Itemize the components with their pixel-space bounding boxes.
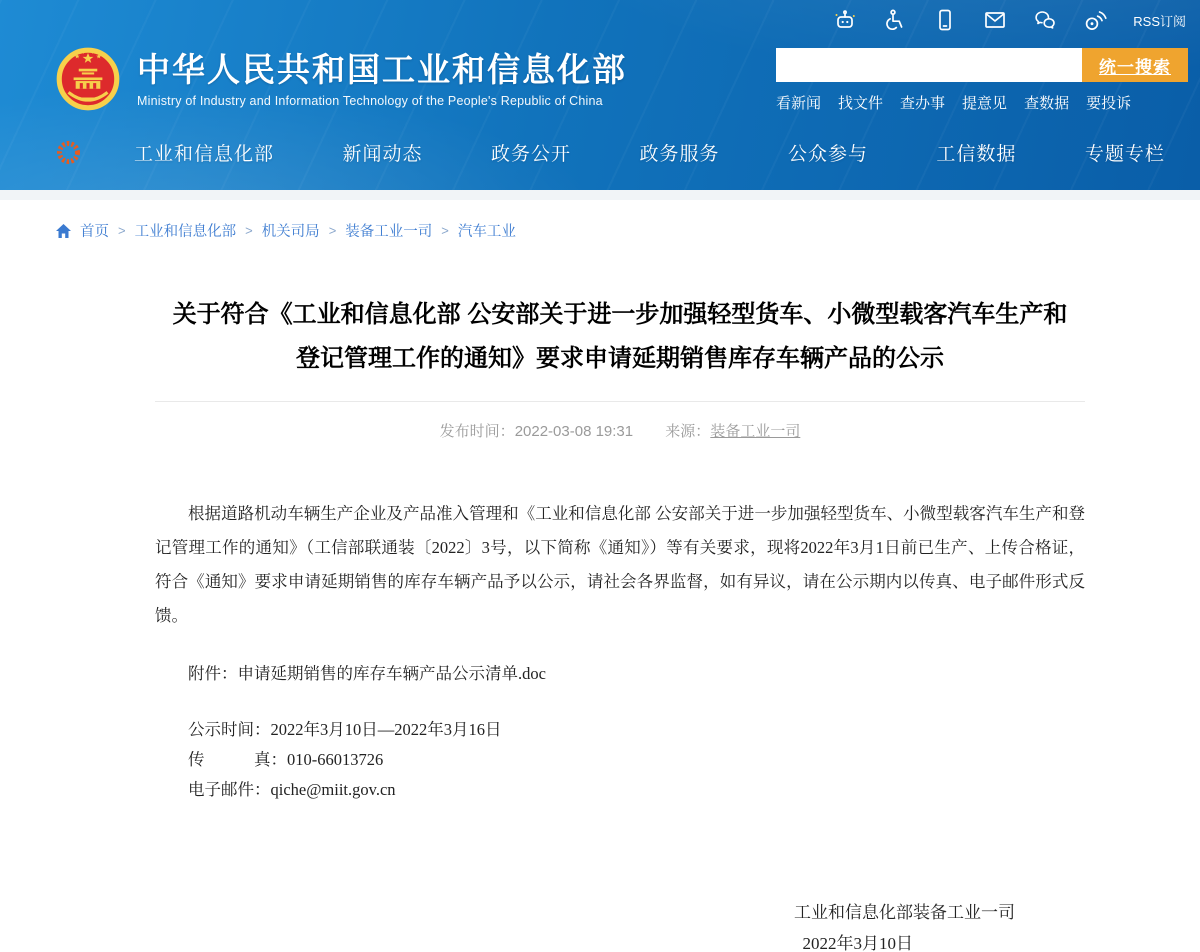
nav-item-participation[interactable]: 公众参与	[787, 143, 868, 165]
nav-item-gov-affairs[interactable]: 政务公开	[490, 143, 571, 165]
article-body	[155, 497, 1085, 952]
site-subtitle: Ministry of Industry and Information Technology of the People's Republic of China	[137, 94, 603, 108]
signature-org: 工业和信息化部装备工业一司	[794, 903, 1015, 922]
nav-item-data[interactable]: 工信数据	[936, 143, 1017, 165]
breadcrumb-separator: >	[118, 223, 126, 238]
signature-block	[155, 897, 1085, 952]
source-label: 来源：	[665, 423, 711, 440]
miit-gear-logo	[55, 139, 82, 166]
site-brand	[55, 42, 627, 116]
wechat-icon[interactable]	[1033, 8, 1057, 32]
article-meta	[155, 420, 1085, 441]
search-bar	[776, 48, 1188, 82]
contact-info	[155, 715, 1085, 805]
rss-link[interactable]: RSS订阅	[1133, 13, 1186, 29]
fax-line: 传 真：010-66013726	[188, 750, 384, 769]
svg-text:e: e	[64, 143, 73, 162]
breadcrumb	[0, 200, 1200, 255]
national-emblem-logo	[55, 42, 121, 116]
header-main	[0, 40, 1200, 128]
search-area	[776, 48, 1188, 113]
accessibility-icon[interactable]	[883, 8, 907, 32]
ai-assistant-icon[interactable]	[833, 8, 857, 32]
site-header	[0, 0, 1200, 190]
breadcrumb-item-auto-industry[interactable]: 汽车工业	[457, 224, 516, 240]
breadcrumb-separator: >	[328, 223, 337, 238]
publish-time-label: 发布时间：	[439, 423, 515, 440]
quick-link-services[interactable]: 查办事	[900, 95, 946, 112]
search-button[interactable]: 统一搜索	[1082, 48, 1188, 82]
attachment-link[interactable]: 附件：申请延期销售的库存车辆产品公示清单.doc	[188, 664, 546, 683]
header-divider-strip	[0, 190, 1200, 200]
nav-item-ministry[interactable]: 工业和信息化部	[134, 143, 275, 165]
breadcrumb-item-departments[interactable]: 机关司局	[261, 224, 320, 240]
article-title: 关于符合《工业和信息化部 公安部关于进一步加强轻型货车、小微型载客汽车生产和登记管理工作的通知》要求申请延期销售库存车辆产品的公示	[172, 301, 1068, 372]
email-line: 电子邮件：qiche@miit.gov.cn	[188, 780, 396, 799]
quick-link-news[interactable]: 看新闻	[776, 95, 822, 112]
nav-item-topics[interactable]: 专题专栏	[1084, 143, 1165, 165]
main-nav	[0, 128, 1200, 190]
site-title: 中华人民共和国工业和信息化部	[137, 51, 627, 88]
mobile-icon[interactable]	[933, 8, 957, 32]
home-icon	[55, 223, 72, 239]
quick-link-complaints[interactable]: 要投诉	[1086, 95, 1132, 112]
breadcrumb-separator: >	[441, 223, 449, 238]
breadcrumb-home[interactable]: 首页	[80, 224, 109, 240]
quick-link-opinions[interactable]: 提意见	[962, 95, 1008, 112]
nav-item-gov-services[interactable]: 政务服务	[639, 143, 720, 165]
signature-date: 2022年3月10日	[802, 934, 913, 952]
brand-text	[137, 50, 627, 108]
breadcrumb-item-equipment-dept[interactable]: 装备工业一司	[345, 224, 433, 240]
search-input[interactable]	[776, 48, 1082, 82]
mail-icon[interactable]	[983, 8, 1007, 32]
weibo-icon[interactable]	[1083, 8, 1107, 32]
title-divider	[155, 401, 1085, 402]
breadcrumb-separator: >	[245, 223, 253, 238]
utility-bar	[0, 0, 1200, 40]
publish-time-value: 2022-03-08 19:31	[514, 423, 634, 440]
source-link[interactable]: 装备工业一司	[710, 423, 801, 440]
notice-period: 公示时间：2022年3月10日—2022年3月16日	[188, 720, 502, 739]
quick-links	[776, 92, 1188, 113]
article	[155, 293, 1085, 952]
breadcrumb-item-ministry[interactable]: 工业和信息化部	[134, 224, 237, 240]
quick-link-files[interactable]: 找文件	[838, 95, 884, 112]
nav-item-news[interactable]: 新闻动态	[342, 143, 423, 165]
nav-items	[134, 139, 1165, 166]
quick-link-data[interactable]: 查数据	[1024, 95, 1070, 112]
article-paragraph: 根据道路机动车辆生产企业及产品准入管理和《工业和信息化部 公安部关于进一步加强轻型货车、小微型载客汽车生产和登记管理工作的通知》（工信部联通装〔2022〕3号，以下简称《通知》）等有关要求，现将2022年3月1日前已生产、上传合格证，符合《通知》要求申请延期销售的库存车辆产品予以公示，请社会各界监督，如有异议，请在公示期内以传真、电子邮件形式反馈。	[155, 504, 1086, 625]
